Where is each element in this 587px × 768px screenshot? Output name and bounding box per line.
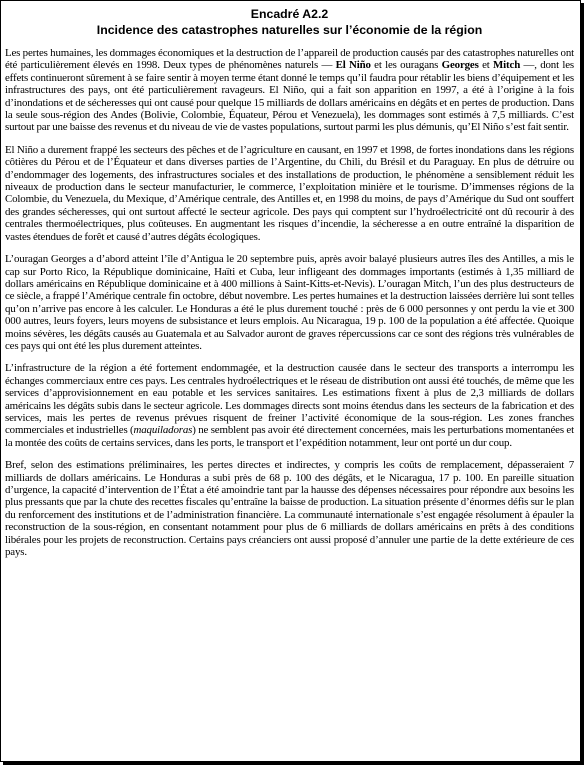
paragraph-text: et les ouragans bbox=[370, 59, 442, 72]
box-heading: Incidence des catastrophes naturelles sur l’économie de la région bbox=[96, 23, 483, 37]
georges-bold: Georges bbox=[441, 59, 479, 72]
paragraph-5: Bref, selon des estimations préliminaires, les pertes directes et indirectes, y compris les coûts de remplacement, dépasseraient 7 milliards de dollars américains. Le Honduras a subi près de 68 p. 100 des dégâts, et le Nicaragua, 17 p. 100. En pareille situation d’urgence, la capacité d’intervention de l’État a été amoindrie tant par la hausse des dépenses nécessaires pour répondre aux besoins les plus pressants que par la chute des recettes fiscales qu’entraîne la baisse de production. La situation présente d’énormes défis sur le plan du renforcement des institutions et de l’administration financière. La communauté internationale s’est engagée résolument à épauler la reconstruction de la sous-région, en consentant notamment pour plus de 6 milliards de dollars américains en prêts à des conditions libérales pour les projets de reconstruction. Certains pays créanciers ont aussi proposé d’annuler une partie de la dette extérieure de ces pays. bbox=[5, 459, 574, 559]
paragraph-text: et bbox=[478, 59, 494, 72]
mitch-bold: Mitch bbox=[493, 59, 521, 72]
paragraph-4 bbox=[5, 362, 574, 449]
maquiladoras-italic: maquiladoras bbox=[133, 424, 193, 437]
paragraph-text: L’infrastructure de la région a été fortement endommagée, et la destruction causée dans le secteur des transports a interrompu les échanges commerciaux entre ces pays. Les centrales hydroélectriques et le réseau de distribution ont aussi été touchés, de même que les services d’approvisionnement en eau potable et les services sanitaires. Les estimations fixent à plus de 2,3 milliards de dollars américains les dégâts subis dans le secteur agricole. Les dommages directs sont moins étendus dans les secteurs de la fabrication et des services, mais les pertes de revenus prévues risquent de freiner l’activité économique de la sous-région. Les zones franches commerciales et industrielles ( bbox=[5, 362, 574, 437]
box-title bbox=[5, 6, 574, 38]
paragraph-1 bbox=[5, 47, 574, 134]
paragraph-3: L’ouragan Georges a d’abord atteint l’île d’Antigua le 20 septembre puis, après avoir balayé plusieurs autres îles des Antilles, a mis le cap sur Porto Rico, la République dominicaine, Haïti et Cuba, leur infligeant des dommages importants (estimés à 1,35 milliard de dollars américains en République dominicaine et à 400 millions à Saint-Kitts-et-Nevis). L’ouragan Mitch, l’un des plus destructeurs de ce siècle, a frappé l’Amérique centrale fin octobre, début novembre. Les pertes humaines et la destruction laissées derrière lui sont telles qu’on n’arrive pas encore à les calculer. Le Honduras a été le plus durement touché : près de 6 000 personnes y ont perdu la vie et 300 000 autres, leurs foyers, leurs moyens de subsistance et leurs emplois. Au Nicaragua, 19 p. 100 de la population a été affectée. Quoique moins sévères, les dégâts causés au Guatemala et au Salvador auront de graves répercussions car ce sont des régions très vulnérables de ces pays qui ont été les plus durement atteintes. bbox=[5, 253, 574, 352]
box-number: Encadré A2.2 bbox=[250, 7, 329, 21]
paragraph-text: Les pertes humaines, les dommages économiques et la destruction de l’appareil de production causés par des catastrophes naturelles ont été particulièrement élevés en 1998. Deux types de phénomènes naturels — bbox=[5, 47, 574, 72]
paragraph-text: ) ne semblent pas avoir été directement concernées, mais les perturbations momentanées et la montée des coûts de certains services, dans les ports, le transport et l’expédition notamment, leur ont porté un dur coup. bbox=[5, 424, 574, 449]
paragraph-text: —, dont les effets continueront sûrement à se faire sentir à moyen terme étant donné le temps qu’il faudra pour rétablir les biens d’équipement et les infrastructures des pays, ont été particulièrement ravageurs. El Niño, qui a fait son apparition en 1997, a été à l’origine à la fois d’inondations et de sécheresses qui ont causé pour quelque 15 milliards de dollars américains en dégâts et en pertes de production. Dans la seule sous-région des Andes (Bolivie, Colombie, Équateur, Pérou et Venezuela), les dommages sont estimés à 7,5 milliards. C’est surtout par une baisse des revenus et du niveau de vie de vastes populations, surtout parmi les plus démunis, qu’El Niño s’est fait sentir. bbox=[5, 59, 574, 134]
paragraph-2: El Niño a durement frappé les secteurs des pêches et de l’agriculture en causant, en 1997 et 1998, de fortes inondations dans les régions côtières du Pérou et de l’Équateur et dans diverses parties de l’Argentine, du Chili, du Brésil et du Paraguay. En plus de détruire ou d’endommager des logements, des infrastructures sociales et des installations de production, le phénomène a sensiblement réduit les niveaux de production dans le secteur manufacturier, le commerce, l’exploitation minière et le tourisme. D’immenses régions de la Colombie, du Venezuela, du Mexique, d’Amérique centrale, des Antilles et, en 1998 du moins, de pays d’Amérique du Sud ont souffert des grandes sécheresses, qui ont surtout affecté le secteur agricole. Des pays qui comptent sur l’hydroélectricité ont dû recourir à des centrales thermoélectriques, plus coûteuses. En augmentant les risques d’incendie, la sécheresse a en outre entraîné la disparition de vastes étendues de forêt et causé d’autres dégâts écologiques. bbox=[5, 143, 574, 243]
box-body bbox=[5, 47, 574, 558]
el-nino-bold: El Niño bbox=[335, 59, 371, 72]
